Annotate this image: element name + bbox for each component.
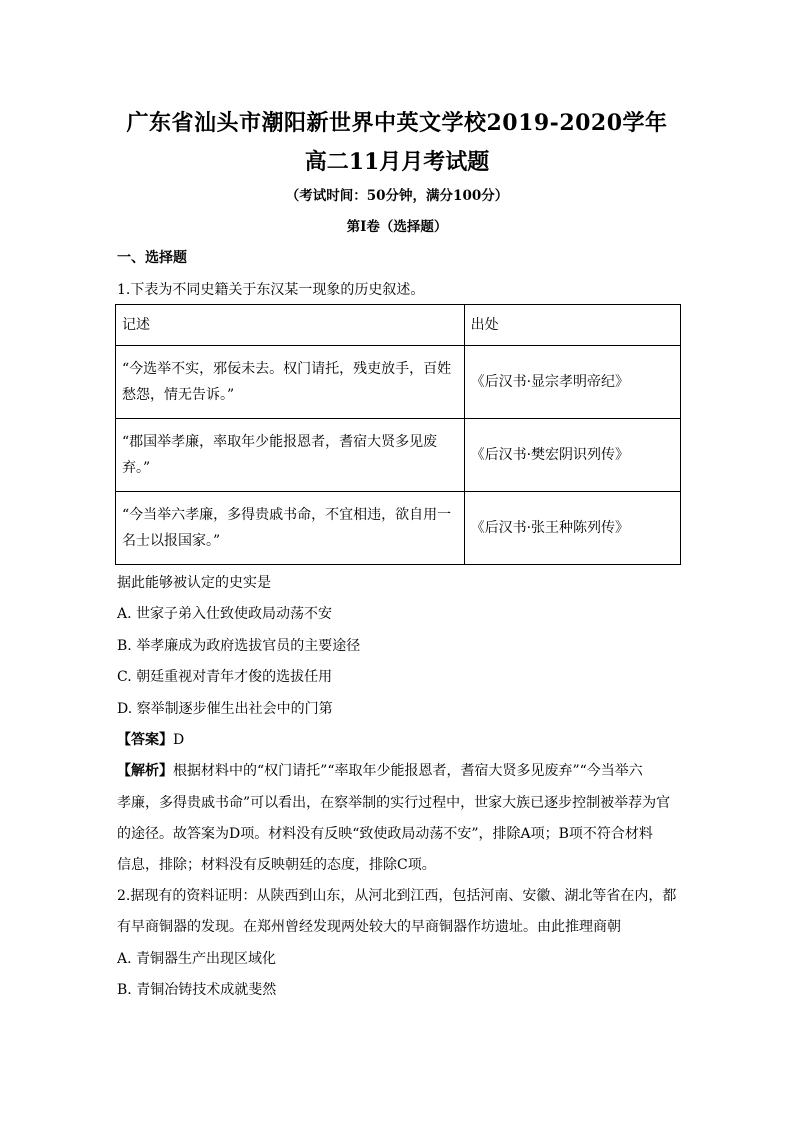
table-cell-text	[116, 346, 465, 419]
analysis-line: 孝廉，多得贵戚书命”可以看出，在察举制的实行过程中，世家大族已逐步控制被举荐为官	[117, 795, 671, 811]
analysis-line: 的途径。故答案为D项。材料没有反映“致使政局动荡不安”，排除A项；B项不符合材料	[117, 826, 653, 842]
table-cell-line: 弃。”	[122, 460, 151, 476]
table-header-cell: 出处	[464, 305, 680, 346]
volume-heading: 第I卷（选择题）	[346, 219, 448, 235]
table-cell-source: 《后汉书·显宗孝明帝纪》	[464, 346, 680, 419]
document-title: 广东省汕头市潮阳新世界中英文学校2019-2020学年	[126, 110, 668, 136]
table-cell-line: 名士以报国家。”	[122, 533, 221, 549]
option-c: C. 朝廷重视对青年才俊的选拔任用	[117, 669, 333, 685]
question-2-stem: 有早商铜器的发现。在郑州曾经发现两处较大的早商铜器作坊遗址。由此推理商朝	[117, 919, 621, 935]
table-cell-text	[116, 419, 465, 492]
option-a: A. 世家子弟入仕致使政局动荡不安	[117, 606, 333, 622]
table-cell-line: “今当举六孝廉，多得贵戚书命，不宜相违，欲自用一	[122, 507, 452, 523]
option-a: A. 青铜器生产出现区域化	[117, 951, 277, 967]
table-row	[116, 492, 681, 565]
table-cell-line: “今选举不实，邪佞未去。权门请托，残吏放手，百姓	[122, 361, 452, 377]
question-1-prompt: 据此能够被认定的史实是	[117, 575, 271, 591]
answer-line	[117, 730, 184, 750]
option-d: D. 察举制逐步催生出社会中的门第	[117, 701, 333, 717]
table-row	[116, 346, 681, 419]
analysis-text: 根据材料中的“权门请托”“率取年少能报恩者，耆宿大贤多见废弃”“今当举六	[173, 763, 643, 779]
source-table	[115, 304, 681, 565]
table-cell-text	[116, 492, 465, 565]
analysis-line: 信息，排除；材料没有反映朝廷的态度，排除C项。	[117, 857, 436, 873]
question-1-stem: 1.下表为不同史籍关于东汉某一现象的历史叙述。	[117, 282, 425, 298]
table-cell-source: 《后汉书·张王种陈列传》	[464, 492, 680, 565]
answer-value: D	[173, 732, 185, 748]
section-heading: 一、选择题	[117, 250, 187, 266]
table-header-cell: 记述	[116, 305, 465, 346]
table-row	[116, 419, 681, 492]
document-title-line2: 高二11月月考试题	[304, 149, 490, 175]
table-header-row	[116, 305, 681, 346]
option-b: B. 青铜冶铸技术成就斐然	[117, 982, 277, 998]
table-cell-line: “郡国举孝廉，率取年少能报恩者，耆宿大贤多见废	[122, 434, 438, 450]
table-cell-source: 《后汉书·樊宏阴识列传》	[464, 419, 680, 492]
analysis-line	[117, 761, 643, 781]
table-cell-line: 愁怨，情无告诉。”	[122, 387, 235, 403]
analysis-label: 【解析】	[117, 763, 173, 779]
option-b: B. 举孝廉成为政府选拔官员的主要途径	[117, 638, 361, 654]
question-2-stem: 2.据现有的资料证明：从陕西到山东，从河北到江西，包括河南、安徽、湖北等省在内，都	[117, 888, 677, 904]
exam-info: （考试时间：50分钟，满分100分）	[285, 188, 509, 204]
answer-label: 【答案】	[117, 732, 173, 748]
